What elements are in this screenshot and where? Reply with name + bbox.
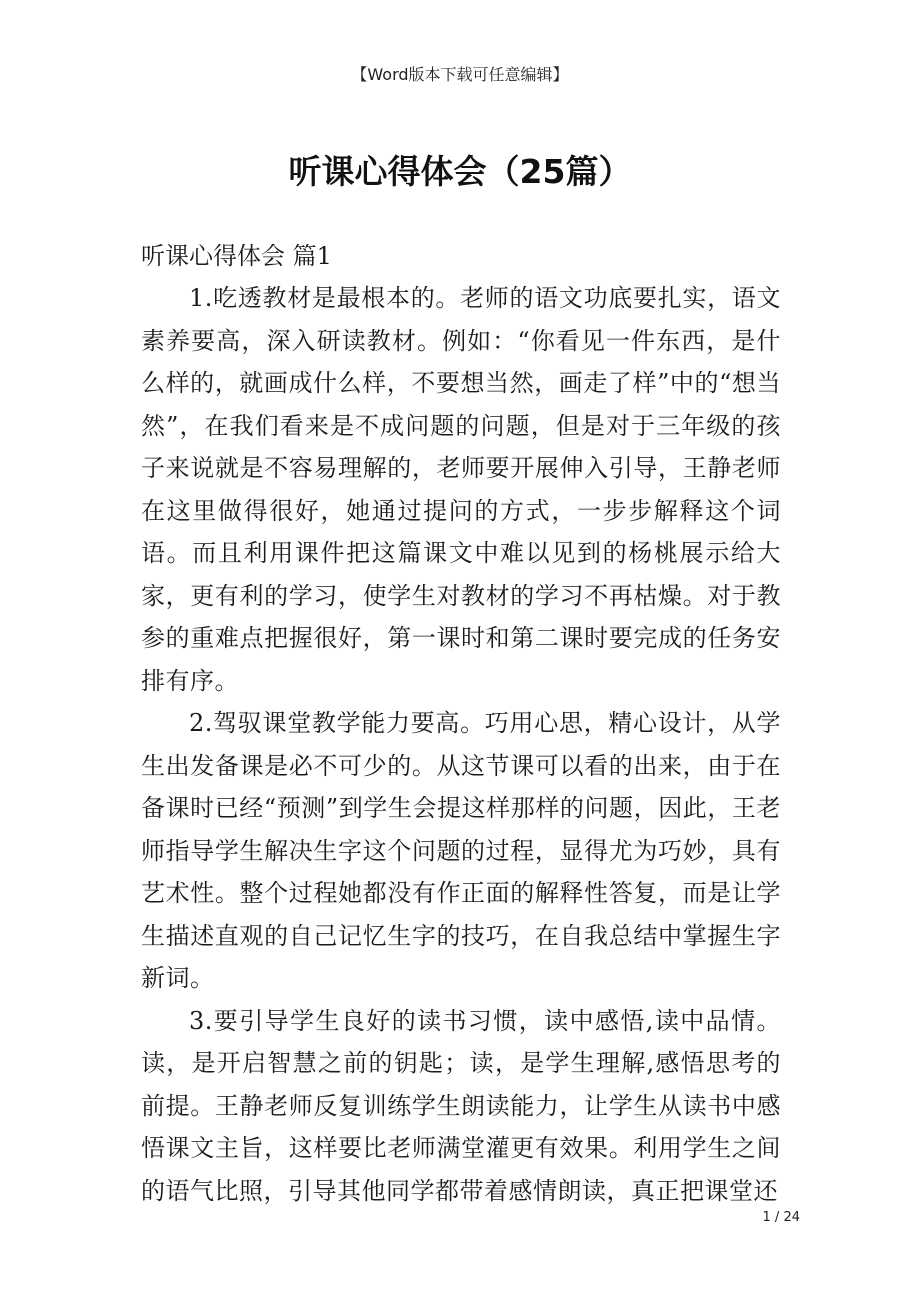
- document-title: 听课心得体会（25篇）: [288, 152, 632, 192]
- paragraph-1: 1.吃透教材是最根本的。老师的语文功底要扎实，语文素养要高，深入研读教材。例如：“你看见一件东西，是什么样的，就画成什么样，不要想当然，画走了样”中的“想当然”，在我们看来是不成问题的问题，但是对于三年级的孩子来说就是不容易理解的，老师要开展伸入引导，王静老师在这里做得很好，她通过提问的方式，一步步解释这个词语。而且利用课件把这篇课文中难以见到的杨桃展示给大家，更有利的学习，使学生对教材的学习不再枯燥。对于教参的重难点把握很好，第一课时和第二课时要完成的任务安排有序。: [141, 284, 781, 695]
- download-note: 【Word版本下载可任意编辑】: [351, 65, 569, 84]
- section-heading: 听课心得体会 篇1: [141, 242, 332, 270]
- paragraph-3: 3.要引导学生良好的读书习惯，读中感悟,读中品情。读，是开启智慧之前的钥匙；读，是学生理解,感悟思考的前提。王静老师反复训练学生朗读能力，让学生从读书中感悟课文主旨，这样要比老师满堂灌更有效果。利用学生之间的语气比照，引导其他同学都带着感情朗读，真正把课堂还: [141, 1006, 781, 1205]
- paragraph-2: 2.驾驭课堂教学能力要高。巧用心思，精心设计，从学生出发备课是必不可少的。从这节课可以看的出来，由于在备课时已经“预测”到学生会提这样那样的问题，因此，王老师指导学生解决生字这个问题的过程，显得尤为巧妙，具有艺术性。整个过程她都没有作正面的解释性答复，而是让学生描述直观的自己记忆生字的技巧，在自我总结中掌握生字新词。: [141, 709, 781, 992]
- page-number: 1 / 24: [762, 1210, 800, 1225]
- document-body: [141, 235, 781, 1212]
